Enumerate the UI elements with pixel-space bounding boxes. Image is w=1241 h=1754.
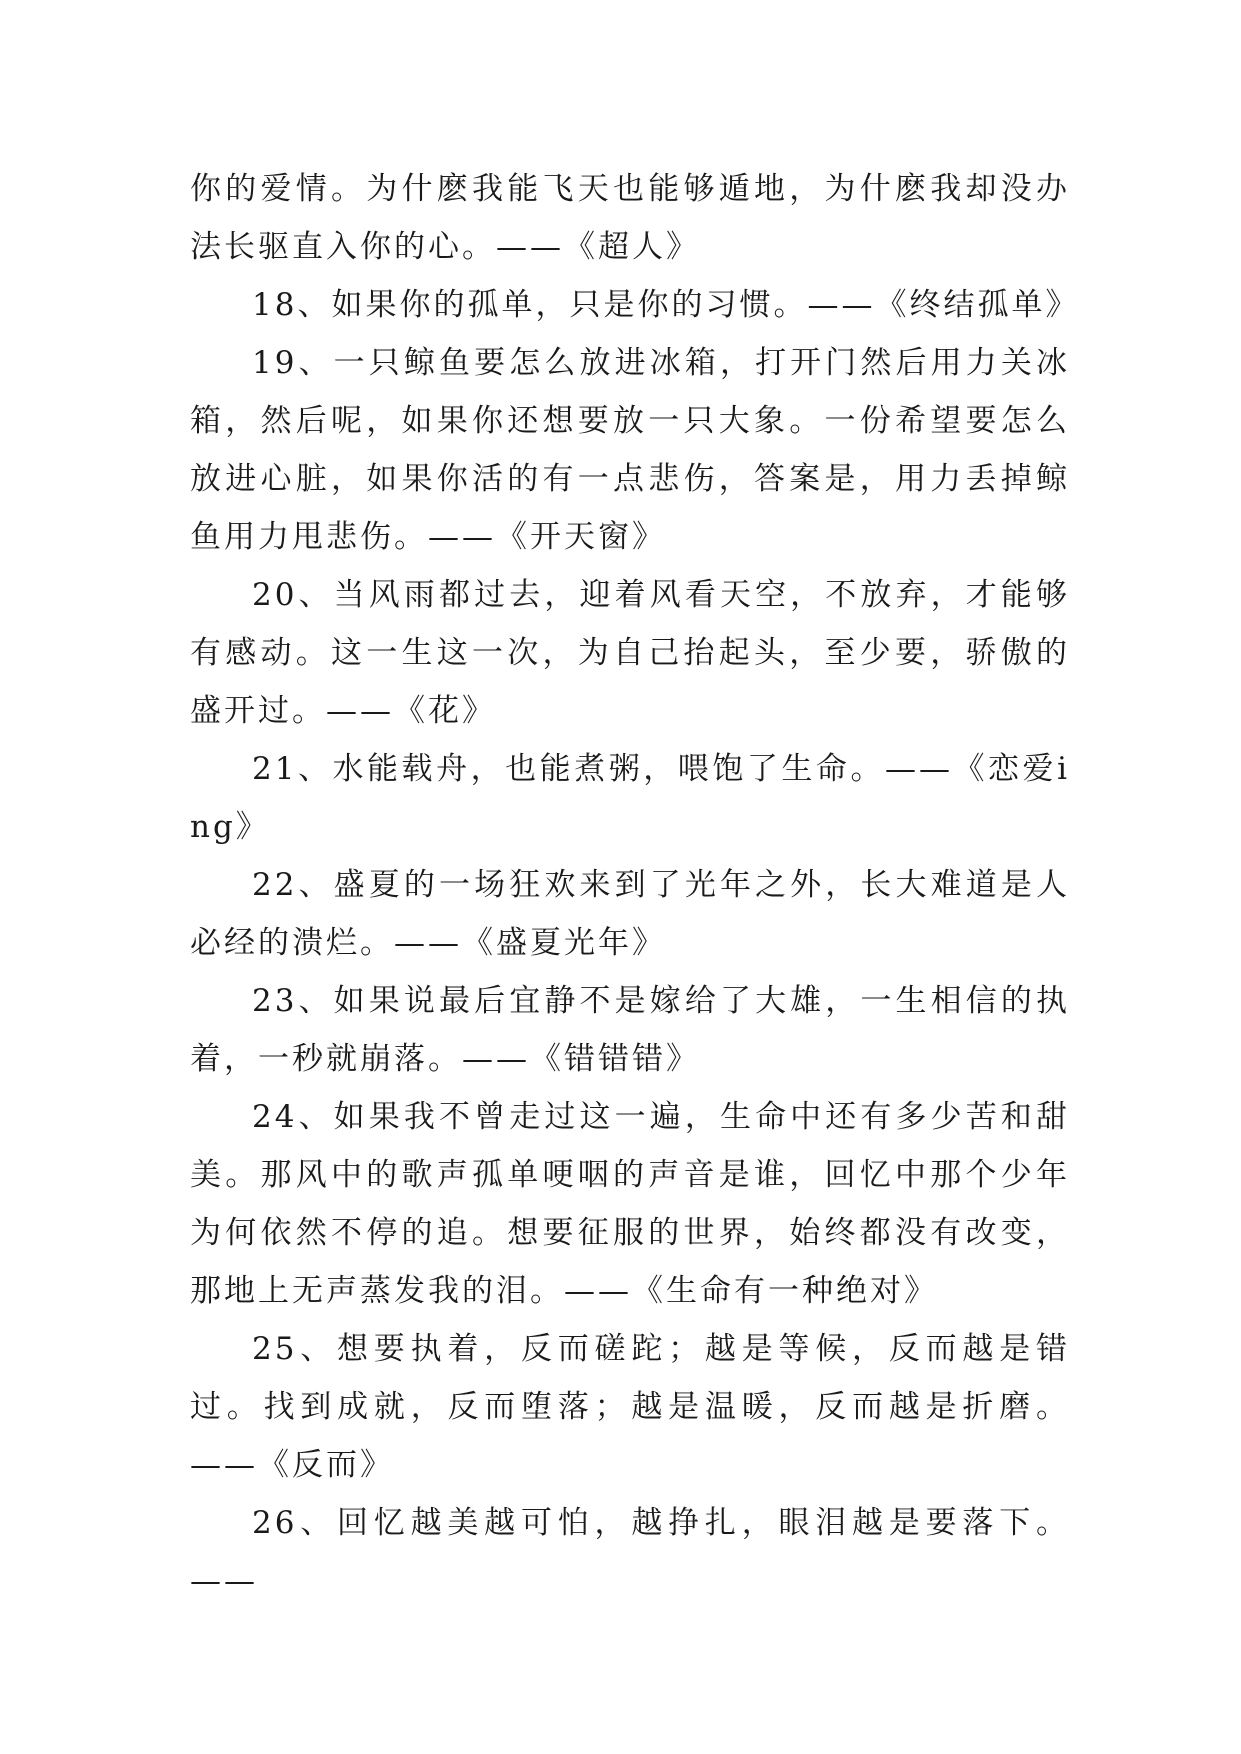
paragraph-20: 20、当风雨都过去，迎着风看天空，不放弃，才能够有感动。这一生这一次，为自己抬起头，至少要，骄傲的盛开过。——《花》	[190, 577, 1070, 729]
paragraph-23: 23、如果说最后宜静不是嫁给了大雄，一生相信的执着，一秒就崩落。——《错错错》	[190, 983, 1070, 1077]
paragraph-24: 24、如果我不曾走过这一遍，生命中还有多少苦和甜美。那风中的歌声孤单哽咽的声音是谁，回忆中那个少年为何依然不停的追。想要征服的世界，始终都没有改变，那地上无声蒸发我的泪。——《生命有一种绝对》	[190, 1099, 1070, 1309]
paragraph-18: 18、如果你的孤单，只是你的习惯。——《终结孤单》	[252, 287, 1080, 323]
paragraph-continuation: 你的爱情。为什麽我能飞天也能够遁地，为什麽我却没办法长驱直入你的心。——《超人》	[190, 171, 1070, 265]
paragraph-21: 21、水能载舟，也能煮粥，喂饱了生命。——《恋爱ing》	[190, 751, 1070, 845]
document-body	[190, 160, 1080, 1610]
paragraph-22: 22、盛夏的一场狂欢来到了光年之外，长大难道是人必经的溃烂。——《盛夏光年》	[190, 867, 1070, 961]
paragraph-26: 26、回忆越美越可怕，越挣扎，眼泪越是要落下。——	[190, 1505, 1070, 1599]
paragraph-19: 19、一只鲸鱼要怎么放进冰箱，打开门然后用力关冰箱，然后呢，如果你还想要放一只大象。一份希望要怎么放进心脏，如果你活的有一点悲伤，答案是，用力丢掉鲸鱼用力甩悲伤。——《开天窗》	[190, 345, 1070, 555]
paragraph-25: 25、想要执着，反而磋跎；越是等候，反而越是错过。找到成就，反而堕落；越是温暖，反而越是折磨。——《反而》	[190, 1331, 1070, 1483]
